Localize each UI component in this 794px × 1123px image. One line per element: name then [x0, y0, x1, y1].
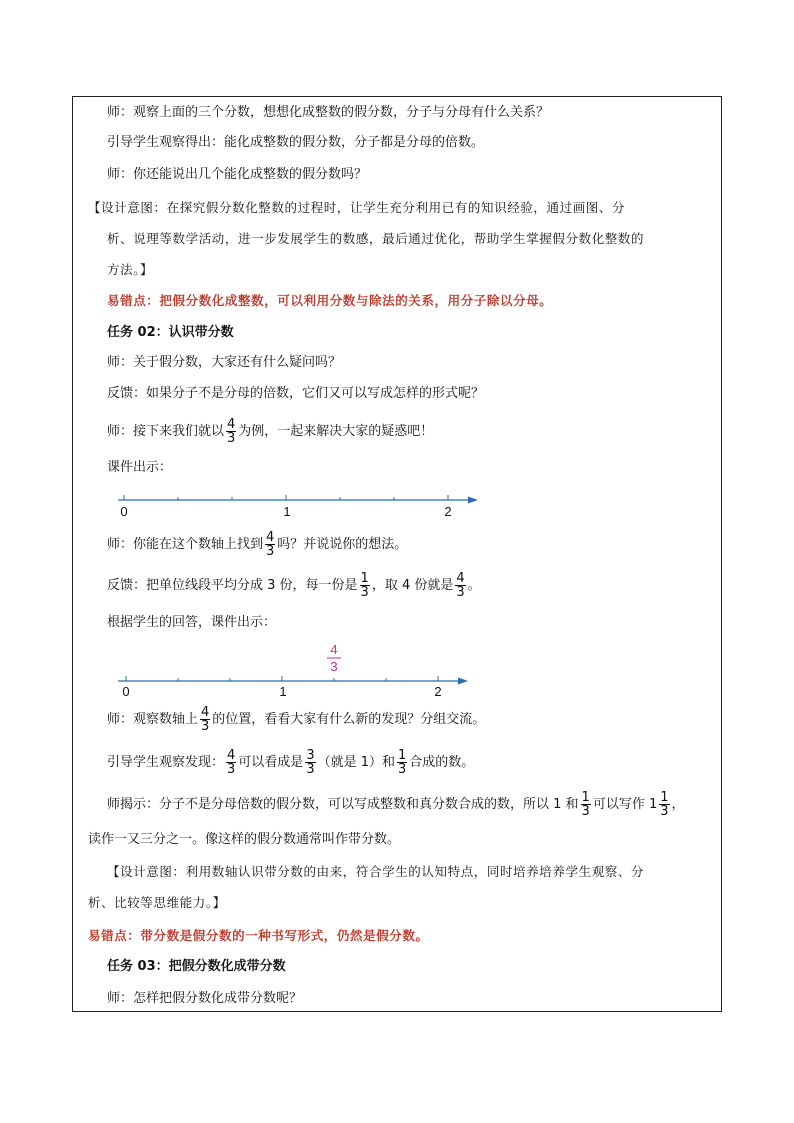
- numerator: 1: [660, 790, 669, 805]
- design-intent: 析、说理等数学活动，进一步发展学生的数感，最后通过优化，帮助学生掌握假分数化整数的: [107, 231, 645, 246]
- numerator: 4: [201, 705, 210, 720]
- marker-denominator: 3: [330, 659, 338, 674]
- fraction: [226, 749, 236, 776]
- design-intent: 【设计意图：在探究假分数化整数的过程时，让学生充分利用已有的知识经验，通过画图、分: [88, 200, 626, 215]
- text-line: [107, 412, 433, 452]
- text-line: [107, 743, 474, 783]
- text-segment: 引导学生观察发现：: [107, 755, 225, 770]
- numerator: 4: [266, 530, 275, 545]
- text-line: 读作一又三分之一。像这样的假分数通常叫作带分数。: [88, 832, 401, 847]
- design-intent: 方法。】: [107, 262, 154, 277]
- text-line: 师：怎样把假分数化成带分数呢？: [107, 991, 303, 1006]
- denominator: 3: [398, 762, 407, 777]
- number-line-1: [110, 488, 490, 524]
- denominator: 3: [201, 719, 210, 734]
- arrow-head: [458, 678, 468, 685]
- text-line: 师：你还能说出几个能化成整数的假分数吗？: [107, 167, 368, 182]
- marker-numerator: 4: [330, 642, 338, 657]
- text-line: 师：观察上面的三个分数，想想化成整数的假分数，分子与分母有什么关系？: [107, 105, 550, 120]
- fraction: [305, 749, 315, 776]
- text-line: 课件出示：: [107, 460, 173, 475]
- fraction: [200, 706, 210, 733]
- fraction: [265, 531, 275, 558]
- denominator: 3: [306, 762, 315, 777]
- denominator: 3: [266, 544, 275, 559]
- text-segment: （就是 1）和: [317, 755, 395, 770]
- numerator: 3: [306, 748, 315, 763]
- denominator: 3: [227, 762, 236, 777]
- fraction: [581, 791, 591, 818]
- tick-label-1: 1: [283, 504, 291, 519]
- tick-label-1: 1: [279, 684, 287, 699]
- design-intent: 析、比较等思维能力。】: [88, 895, 226, 910]
- text-segment: 的位置，看看大家有什么新的发现？分组交流。: [212, 712, 486, 727]
- text-segment: 。: [467, 578, 481, 593]
- denominator: 3: [456, 585, 465, 600]
- denominator: 3: [660, 804, 669, 819]
- text-line: [107, 700, 485, 740]
- fraction: [659, 791, 669, 818]
- text-line: [107, 785, 685, 825]
- fraction: [226, 418, 236, 445]
- arrow-head: [468, 497, 478, 504]
- tick-label-2: 2: [444, 504, 452, 519]
- text-line: [107, 525, 407, 565]
- text-segment: 可以看成是: [238, 755, 304, 770]
- text-line: 反馈：如果分子不是分母的倍数，它们又可以写成怎样的形式呢？: [107, 386, 485, 401]
- text-segment: 反馈：把单位线段平均分成 3 份，每一份是: [107, 578, 358, 593]
- design-intent: 【设计意图：利用数轴认识带分数的由来，符合学生的认知特点，同时培养培养学生观察、分: [107, 864, 645, 879]
- task-heading: 任务 03：把假分数化成带分数: [107, 959, 286, 974]
- fraction: [397, 749, 407, 776]
- denominator: 3: [581, 804, 590, 819]
- text-segment: 可以写作 1: [592, 797, 658, 812]
- text-segment: 师：接下来我们就以: [107, 424, 225, 439]
- text-line: 根据学生的回答，课件出示：: [107, 615, 277, 630]
- tick-label-2: 2: [434, 684, 442, 699]
- numerator: 4: [456, 571, 465, 586]
- numerator: 1: [360, 571, 369, 586]
- text-line: [107, 566, 481, 606]
- numerator: 1: [581, 790, 590, 805]
- task-heading: 任务 02：认识带分数: [107, 325, 234, 340]
- text-segment: ，: [671, 797, 685, 812]
- text-line: 师：关于假分数，大家还有什么疑问吗？: [107, 355, 342, 370]
- text-segment: 合成的数。: [409, 755, 475, 770]
- text-segment: 吗？并说说你的想法。: [277, 537, 408, 552]
- denominator: 3: [360, 585, 369, 600]
- error-point: 易错点：把假分数化成整数，可以利用分数与除法的关系，用分子除以分母。: [107, 293, 553, 308]
- text-segment: ，取 4 份就是: [371, 578, 454, 593]
- tick-label-0: 0: [120, 504, 128, 519]
- text-line: 引导学生观察得出：能化成整数的假分数，分子都是分母的倍数。: [107, 135, 485, 150]
- text-segment: 为例，一起来解决大家的疑惑吧！: [238, 424, 434, 439]
- numerator: 4: [227, 417, 236, 432]
- numerator: 1: [398, 748, 407, 763]
- fraction: [360, 572, 370, 599]
- fraction: [455, 572, 465, 599]
- number-line-2: [110, 640, 490, 702]
- denominator: 3: [227, 431, 236, 446]
- tick-label-0: 0: [122, 684, 130, 699]
- text-segment: 师：你能在这个数轴上找到: [107, 537, 264, 552]
- text-segment: 师：观察数轴上: [107, 712, 199, 727]
- text-segment: 师揭示：分子不是分母倍数的假分数，可以写成整数和真分数合成的数，所以 1 和: [107, 797, 579, 812]
- error-point: 易错点：带分数是假分数的一种书写形式，仍然是假分数。: [88, 928, 429, 943]
- numerator: 4: [227, 748, 236, 763]
